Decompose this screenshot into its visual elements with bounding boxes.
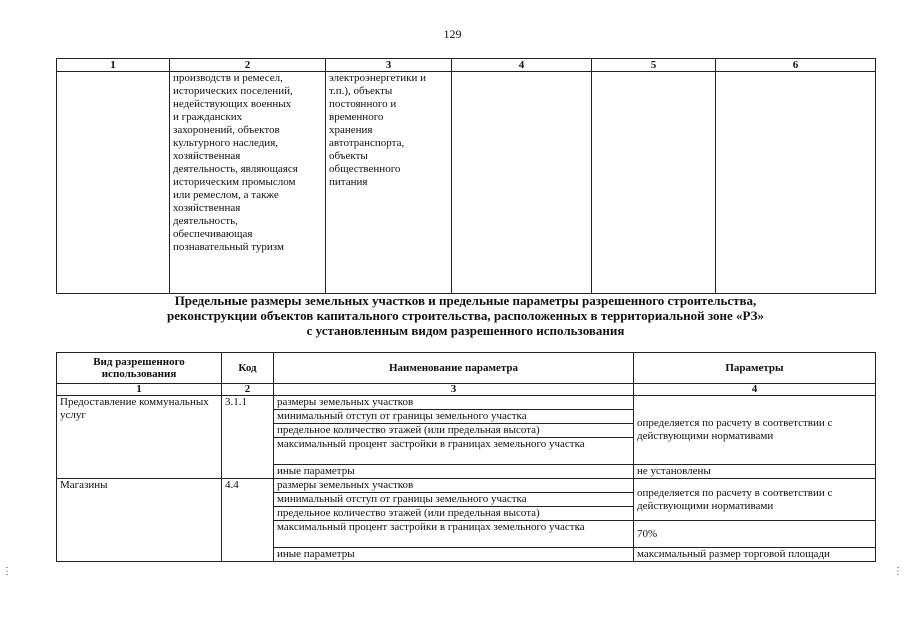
- col-number: 1: [57, 384, 222, 396]
- header-params: Параметры: [634, 353, 876, 384]
- param-name-cell: минимальный отступ от границы земельного участка: [274, 410, 634, 424]
- header-code: Код: [222, 353, 274, 384]
- text-line: деятельность,: [173, 215, 238, 227]
- text-line: временного: [329, 111, 384, 123]
- text-line: объекты: [329, 150, 368, 162]
- cell-col5: [592, 72, 716, 294]
- col-number: 1: [57, 59, 170, 72]
- text-line: познавательный туризм: [173, 241, 284, 253]
- cell-col2: [170, 72, 326, 294]
- col-number: 3: [274, 384, 634, 396]
- text-line: общественного: [329, 163, 401, 175]
- text-line: или ремеслом, а также: [173, 189, 279, 201]
- table-row: [57, 396, 876, 410]
- right-edge-mark: ⋮: [893, 566, 903, 577]
- text-line: обеспечивающая: [173, 228, 253, 240]
- title-line: с установленным видом разрешенного использования: [306, 323, 625, 338]
- col-number: 2: [222, 384, 274, 396]
- text-line: культурного наследия,: [173, 137, 278, 149]
- text-line: захоронений, объектов: [173, 124, 280, 136]
- title-line: реконструкции объектов капитального строительства, расположенных в территориальной зоне «РЗ»: [167, 308, 764, 323]
- left-edge-mark: ⋮: [2, 566, 12, 577]
- col-number: 3: [326, 59, 452, 72]
- col-number: 4: [634, 384, 876, 396]
- param-name-cell: максимальный процент застройки в границах земельного участка: [274, 521, 634, 548]
- header-param-name: Наименование параметра: [274, 353, 634, 384]
- text-line: хозяйственная: [173, 150, 241, 162]
- param-name-cell: иные параметры: [274, 465, 634, 479]
- cell-col3: [326, 72, 452, 294]
- section-title: [56, 293, 875, 338]
- use-type-cell: Предоставление коммунальных услуг: [57, 396, 222, 479]
- column-number-row: [57, 59, 876, 72]
- continued-table: [56, 58, 876, 294]
- header-row: [57, 353, 876, 384]
- text-line: автотранспорта,: [329, 137, 405, 149]
- param-name-cell: предельное количество этажей (или предельная высота): [274, 424, 634, 438]
- cell-col6: [716, 72, 876, 294]
- text-line: электроэнергетики и: [329, 72, 426, 84]
- param-value-cell: максимальный размер торговой площади: [634, 548, 876, 562]
- page-number: 129: [443, 27, 462, 41]
- text-line: и гражданских: [173, 111, 243, 123]
- text-line: недействующих военных: [173, 98, 292, 110]
- param-name-cell: предельное количество этажей (или предельная высота): [274, 507, 634, 521]
- cell-col1: [57, 72, 170, 294]
- text-line: хранения: [329, 124, 373, 136]
- param-value-cell: не установлены: [634, 465, 876, 479]
- use-type-cell: Магазины: [57, 479, 222, 562]
- header-use-type: Вид разрешенного использования: [57, 353, 222, 384]
- title-line: Предельные размеры земельных участков и предельные параметры разрешенного строительства,: [174, 293, 757, 308]
- param-name-cell: максимальный процент застройки в границах земельного участка: [274, 438, 634, 465]
- param-value-cell: 70%: [634, 521, 876, 548]
- col-number: 5: [592, 59, 716, 72]
- col-number: 2: [170, 59, 326, 72]
- params-table: [56, 352, 876, 562]
- code-cell: 4.4: [222, 479, 274, 562]
- col-number: 6: [716, 59, 876, 72]
- param-name-cell: размеры земельных участков: [274, 479, 634, 493]
- text-line: деятельность, являющаяся: [173, 163, 298, 175]
- text-line: производств и ремесел,: [173, 72, 283, 84]
- table-row: [57, 72, 876, 294]
- cell-col4: [452, 72, 592, 294]
- param-value-cell: определяется по расчету в соответствии с действующими нормативами: [634, 479, 876, 521]
- column-number-row: [57, 384, 876, 396]
- text-line: т.п.), объекты: [329, 85, 393, 97]
- param-value-cell: определяется по расчету в соответствии с действующими нормативами: [634, 396, 876, 465]
- code-cell: 3.1.1: [222, 396, 274, 479]
- text-line: постоянного и: [329, 98, 397, 110]
- param-name-cell: иные параметры: [274, 548, 634, 562]
- text-line: хозяйственная: [173, 202, 241, 214]
- param-name-cell: минимальный отступ от границы земельного участка: [274, 493, 634, 507]
- text-line: историческим промыслом: [173, 176, 296, 188]
- col-number: 4: [452, 59, 592, 72]
- text-line: питания: [329, 176, 368, 188]
- table-row: [57, 479, 876, 493]
- text-line: исторических поселений,: [173, 85, 293, 97]
- param-name-cell: размеры земельных участков: [274, 396, 634, 410]
